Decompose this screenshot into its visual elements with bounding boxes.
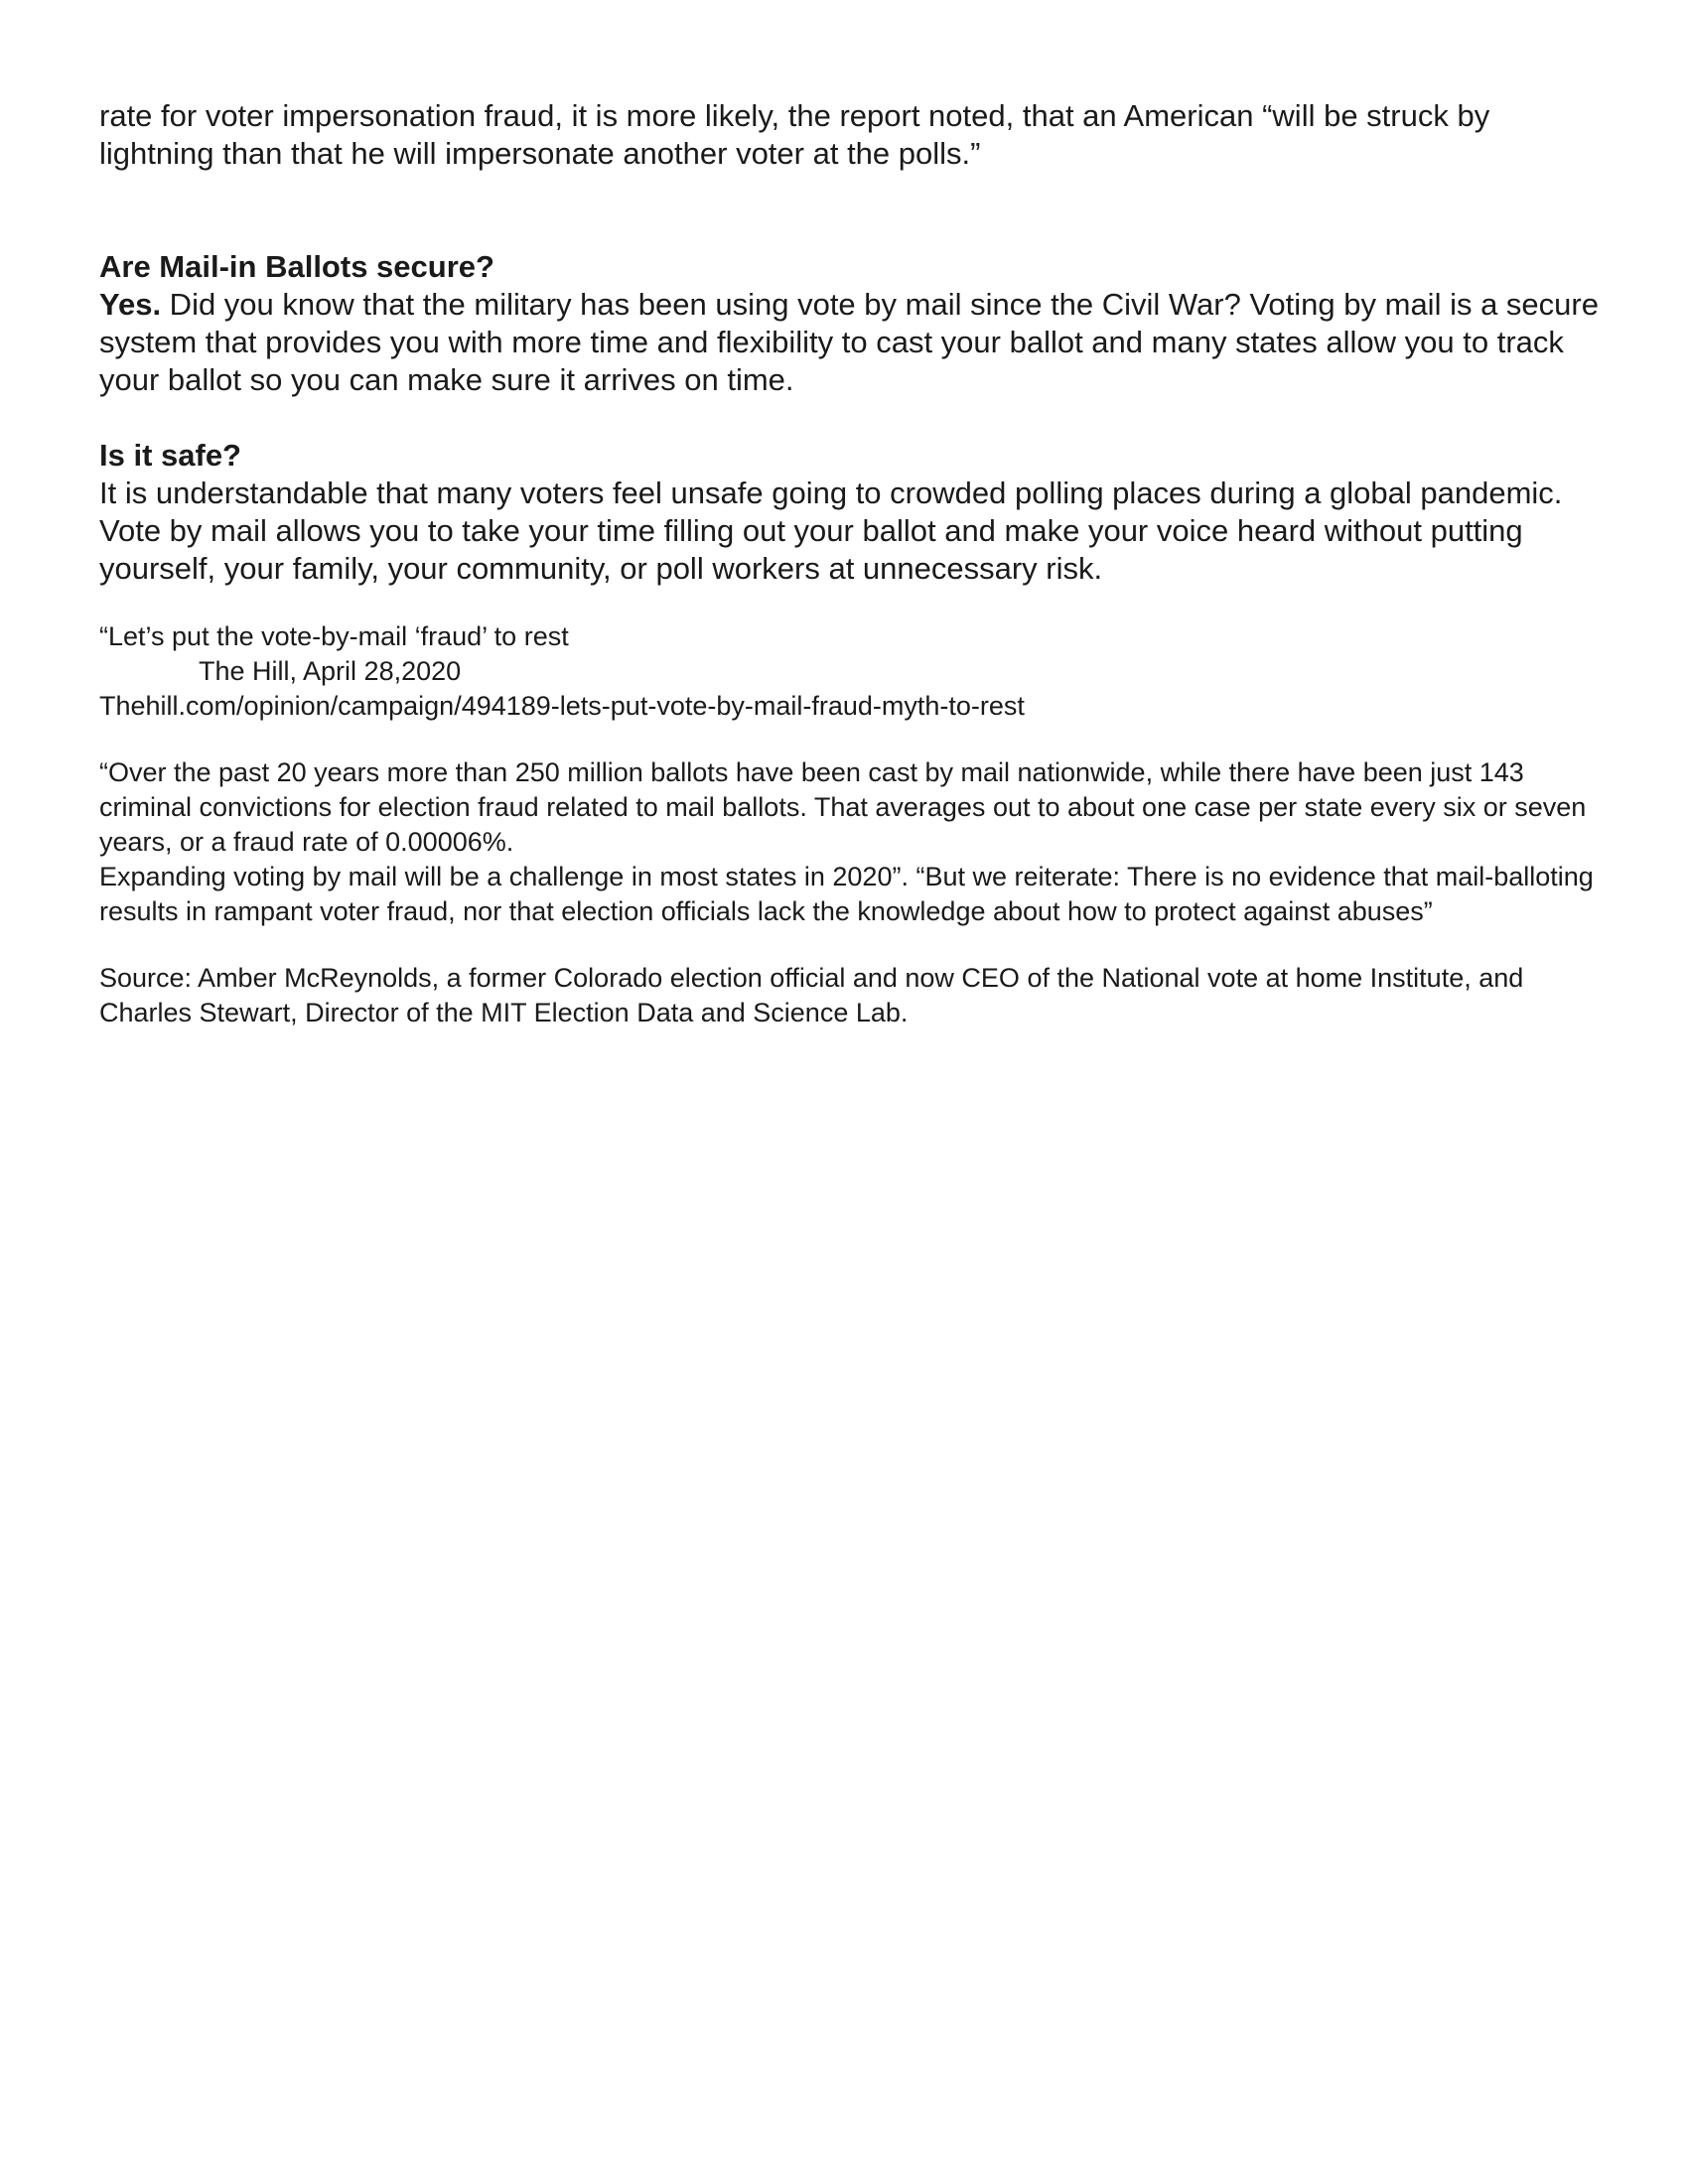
answer-lead: Yes.: [99, 287, 162, 322]
citation-title: “Let’s put the vote-by-mail ‘fraud’ to rest: [99, 621, 569, 651]
intro-paragraph: rate for voter impersonation fraud, it is more likely, the report noted, that an American “will be struck by lightning than that he will impersonate another voter at the polls.”: [99, 98, 1490, 171]
section-heading-is-it-safe: Is it safe?: [99, 438, 241, 473]
citation-url: Thehill.com/opinion/campaign/494189-lets-put-vote-by-mail-fraud-myth-to-rest: [99, 691, 1025, 721]
source-attribution: Source: Amber McReynolds, a former Colorado election official and now CEO of the National vote at home Institute, and Charles Stewart, Director of the MIT Election Data and Science Lab.: [99, 963, 1524, 1027]
section-body-mail-in-secure: [99, 286, 1609, 399]
quote-paragraph-2: Expanding voting by mail will be a challenge in most states in 2020”. “But we reiterate: There is no evidence that mail-balloting results in rampant voter fraud, nor that election officials lack the knowledge about how to protect against abuses”: [99, 862, 1594, 926]
citation-publication: The Hill, April 28,2020: [199, 656, 462, 686]
section-body-is-it-safe: It is understandable that many voters feel unsafe going to crowded polling places during a global pandemic. Vote by mail allows you to take your time filling out your ballot and make your voice heard without putting yourself, your family, your community, or poll workers at unnecessary risk.: [99, 476, 1563, 586]
document-page: [99, 97, 1609, 1030]
quote-paragraph-1: “Over the past 20 years more than 250 million ballots have been cast by mail nationwide, while there have been just 143 criminal convictions for election fraud related to mail ballots. That averages out to about one case per state every six or seven years, or a fraud rate of 0.00006%.: [99, 757, 1587, 857]
section-heading-mail-in-secure: Are Mail-in Ballots secure?: [99, 249, 494, 284]
answer-body: Did you know that the military has been using vote by mail since the Civil War? Voting by mail is a secure system that provides you with more time and flexibility to cast your ballot and many states allow you to track your ballot so you can make sure it arrives on time.: [99, 287, 1599, 397]
